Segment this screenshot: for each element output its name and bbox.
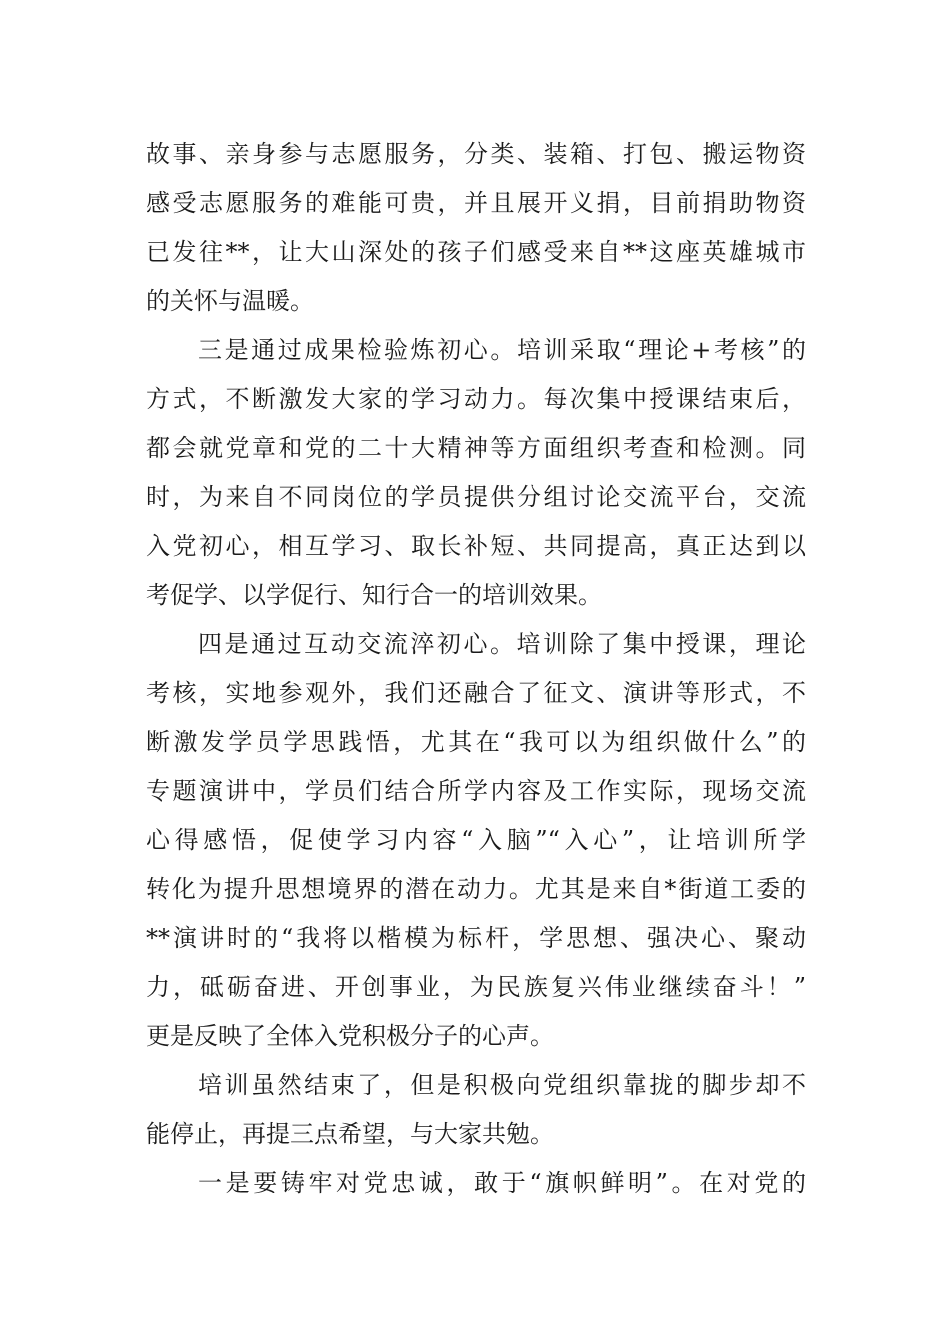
text-line: 断激发学员学思践悟，尤其在“我可以为组织做什么”的	[146, 728, 806, 756]
text-line: 四是通过互动交流淬初心。培训除了集中授课，理论	[198, 630, 806, 658]
text-line: 专题演讲中，学员们结合所学内容及工作实际，现场交流	[146, 777, 806, 805]
text-line: 一是要铸牢对党忠诚，敢于“旗帜鲜明”。在对党的	[198, 1169, 806, 1197]
text-line: 培训虽然结束了，但是积极向党组织靠拢的脚步却不	[198, 1071, 806, 1099]
text-line: 转化为提升思想境界的潜在动力。尤其是来自*街道工委的	[146, 875, 806, 903]
text-line: 故事、亲身参与志愿服务，分类、装箱、打包、搬运物资	[146, 140, 806, 168]
text-line: 的关怀与温暖。	[146, 287, 314, 315]
text-line: 考促学、以学促行、知行合一的培训效果。	[146, 581, 602, 609]
text-line: 力，砥砺奋进、开创事业，为民族复兴伟业继续奋斗！”	[146, 973, 806, 1001]
text-line: 时，为来自不同岗位的学员提供分组讨论交流平台，交流	[146, 483, 806, 511]
document-body	[146, 130, 806, 1208]
text-line: 考核，实地参观外，我们还融合了征文、演讲等形式，不	[146, 679, 806, 707]
text-line: 三是通过成果检验炼初心。培训采取“理论+考核”的	[198, 336, 806, 364]
text-line: 方式，不断激发大家的学习动力。每次集中授课结束后，	[146, 385, 806, 413]
text-line: 入党初心，相互学习、取长补短、共同提高，真正达到以	[146, 532, 806, 560]
text-line: 已发往**，让大山深处的孩子们感受来自**这座英雄城市	[146, 238, 806, 266]
text-line: 感受志愿服务的难能可贵，并且展开义捐，目前捐助物资	[146, 189, 806, 217]
text-line: 心得感悟，促使学习内容“入脑”“入心”，让培训所学	[146, 826, 806, 854]
text-line: 能停止，再提三点希望，与大家共勉。	[146, 1120, 554, 1148]
text-line: 更是反映了全体入党积极分子的心声。	[146, 1022, 554, 1050]
text-line: **演讲时的“我将以楷模为标杆，学思想、强决心、聚动	[146, 924, 806, 952]
text-line: 都会就党章和党的二十大精神等方面组织考查和检测。同	[146, 434, 806, 462]
